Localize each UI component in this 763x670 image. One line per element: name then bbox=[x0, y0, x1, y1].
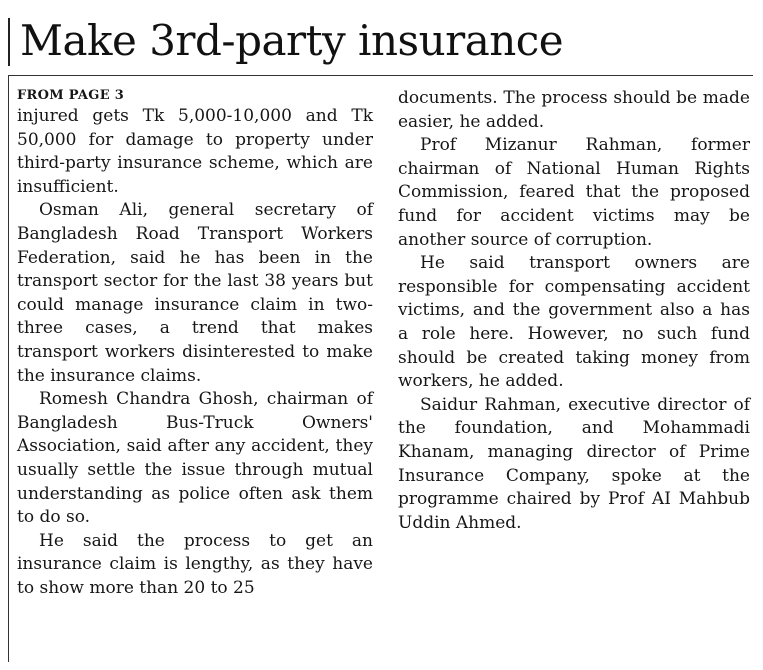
paragraph: Saidur Rahman, executive director of the foundation, and Mohammadi Khanam, managing director of Prime Insurance Company, spoke at the programme chaired by Prof AI Mahbub Uddin Ahmed. bbox=[398, 394, 750, 533]
article-headline: Make 3rd-party insurance bbox=[20, 16, 564, 65]
paragraph: Osman Ali, general secretary of Bangladesh Road Transport Workers Federation, said he has been in the transport sector for the last 38 years but could manage insurance claim in two-three cases, a trend that makes transport workers disinterested to make the insurance claims. bbox=[17, 200, 373, 386]
left-column bbox=[17, 87, 373, 600]
paragraph: He said transport owners are responsible for compensating accident victims, and the government also a has a role here. However, no such fund should be created taking money from workers, he added. bbox=[398, 253, 750, 392]
column-rule bbox=[8, 75, 9, 662]
paragraph: documents. The process should be made easier, he added. bbox=[398, 88, 750, 132]
paragraph: injured gets Tk 5,000-10,000 and Tk 50,000 for damage to property under third-party insurance scheme, which are insufficient. bbox=[17, 106, 373, 197]
headline-rule bbox=[8, 18, 10, 66]
paragraph: Romesh Chandra Ghosh, chairman of Bangladesh Bus-Truck Owners' Association, said after any accident, they usually settle the issue through mutual understanding as police often ask them to do so. bbox=[17, 389, 373, 528]
headline-divider bbox=[8, 75, 753, 76]
paragraph: He said the process to get an insurance claim is lengthy, as they have to show more than 20 to 25 bbox=[17, 530, 373, 598]
right-column bbox=[398, 87, 750, 535]
jump-line: FROM PAGE 3 bbox=[17, 88, 125, 103]
paragraph: Prof Mizanur Rahman, former chairman of National Human Rights Commission, feared that the proposed fund for accident victims may be another source of corruption. bbox=[398, 135, 750, 250]
